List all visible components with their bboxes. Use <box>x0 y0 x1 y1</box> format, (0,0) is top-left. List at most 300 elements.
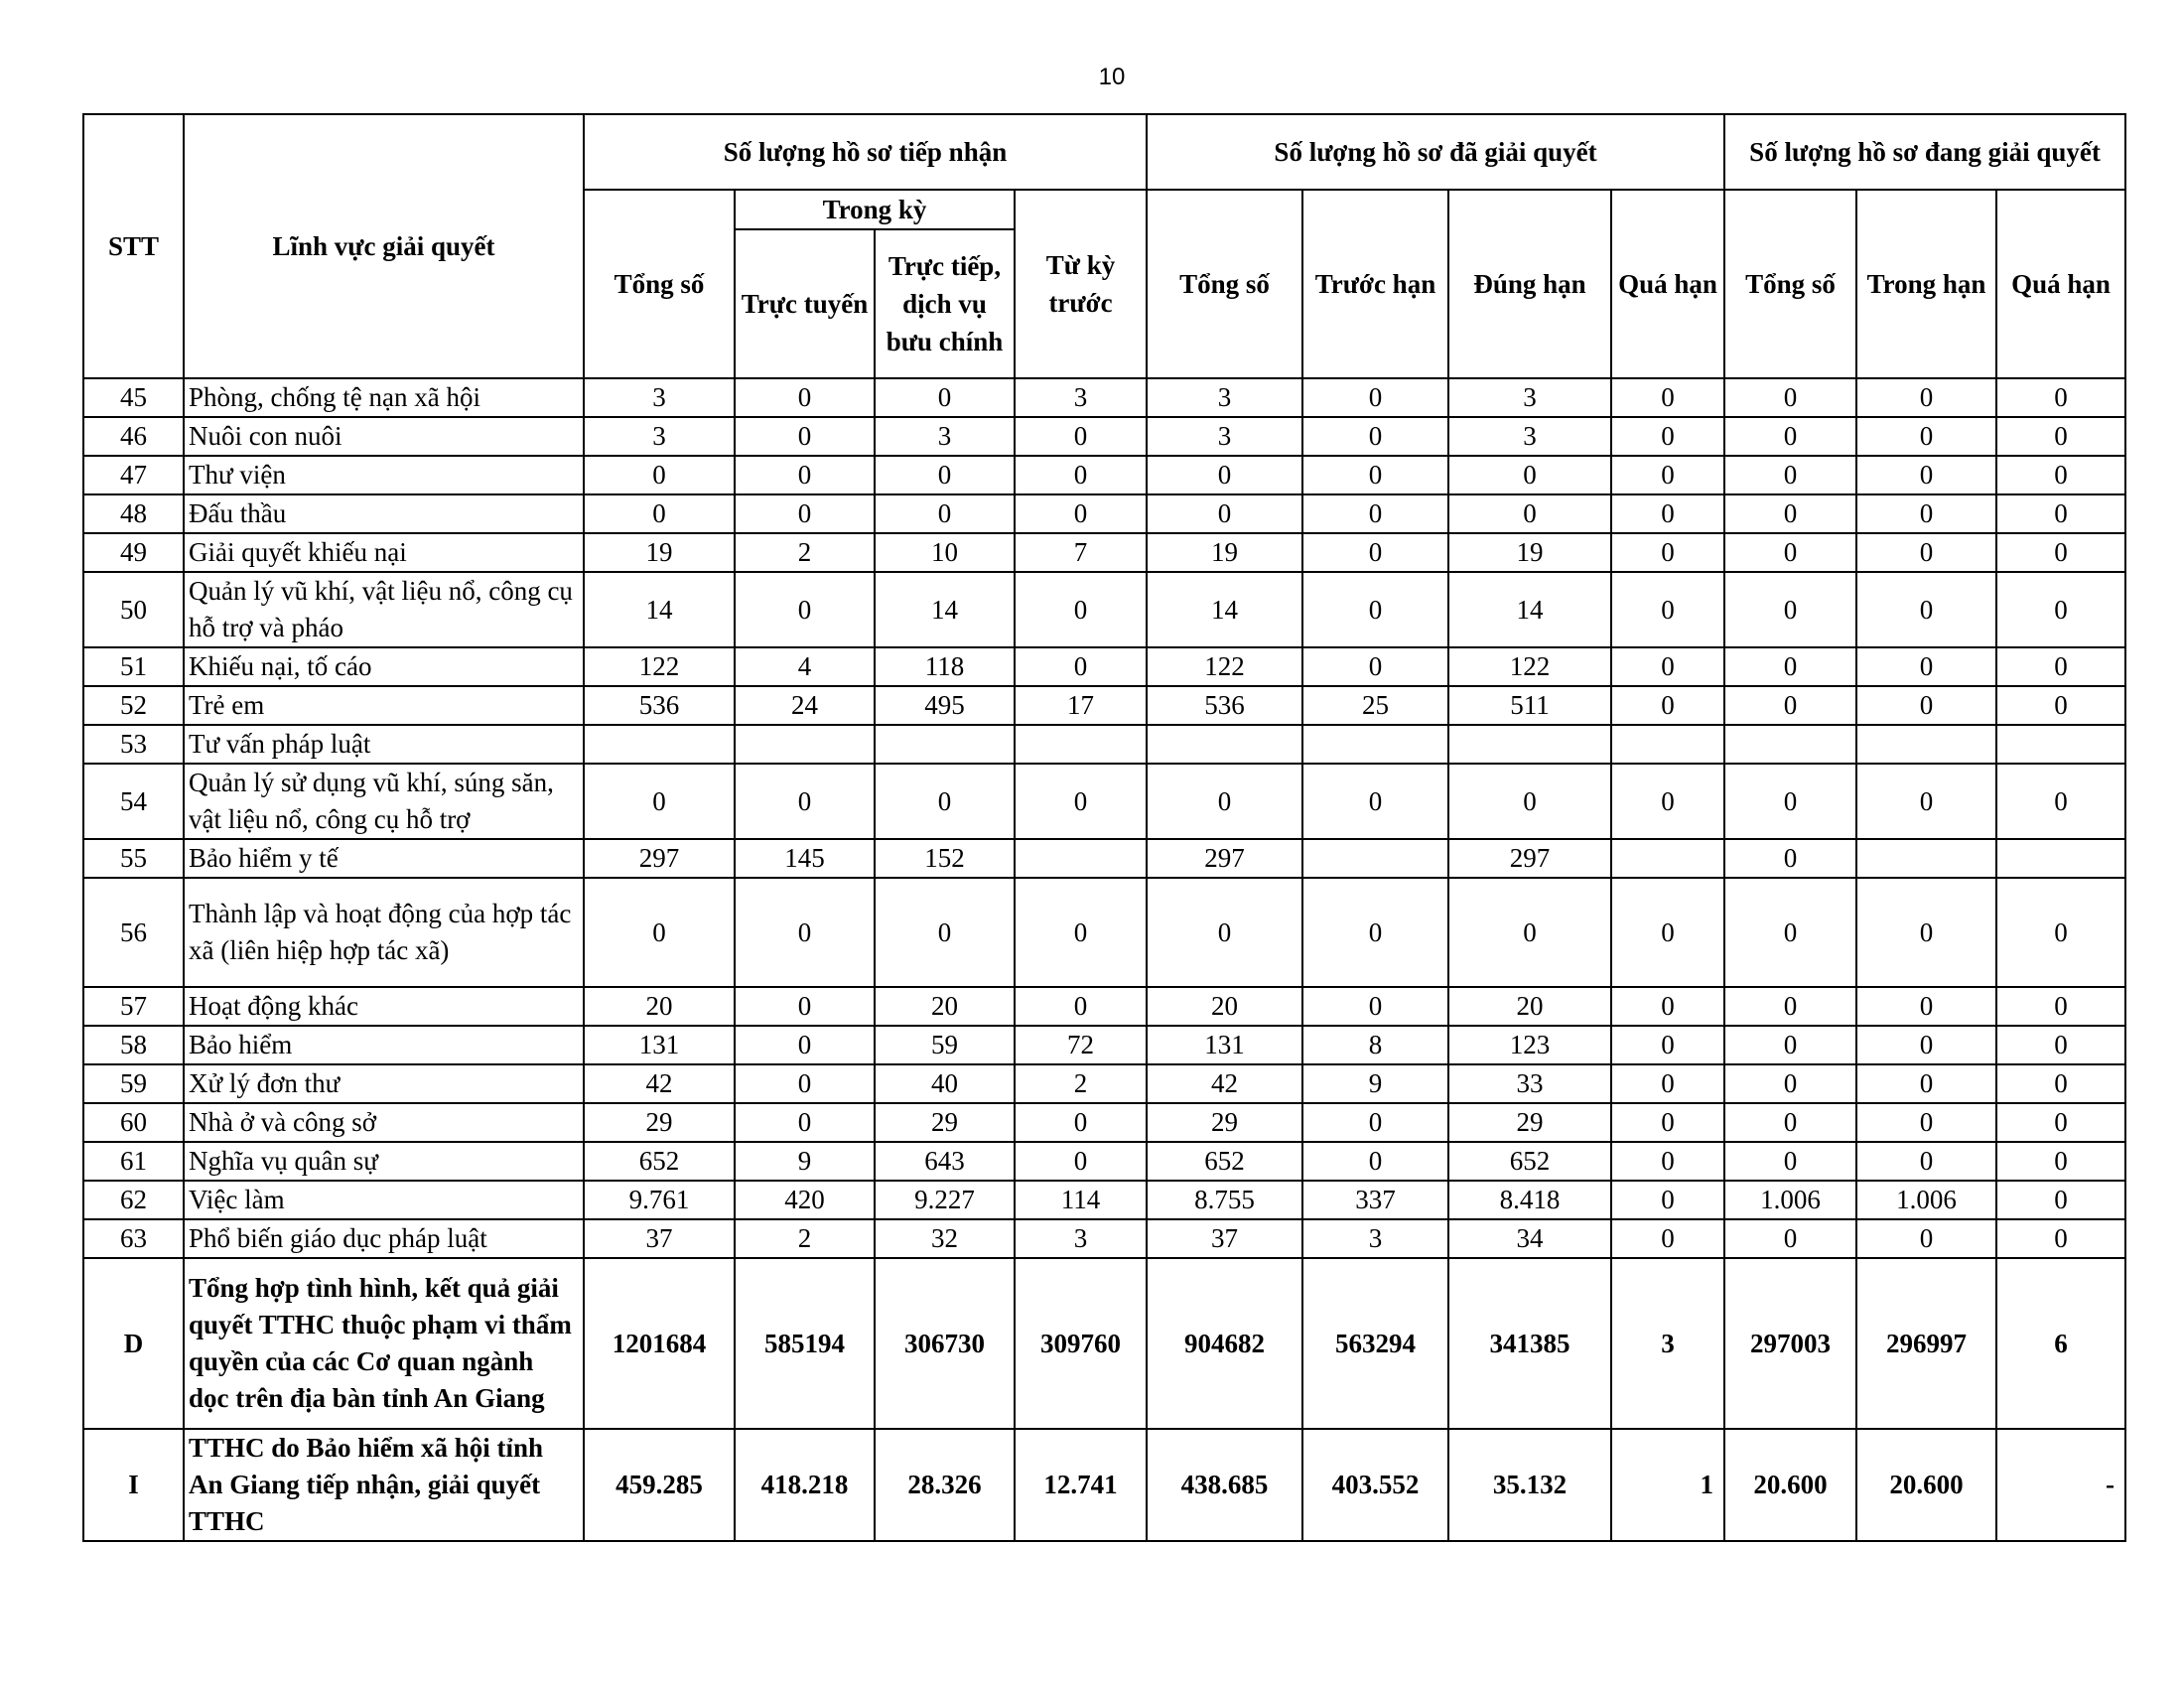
header-ontime: Đúng hạn <box>1448 190 1611 378</box>
row-value: 1201684 <box>584 1258 735 1429</box>
row-value: 0 <box>1996 1026 2125 1064</box>
table-row <box>83 725 2125 764</box>
row-stt: 48 <box>83 494 184 533</box>
row-value: 4 <box>735 647 875 686</box>
table-body <box>83 378 2125 1541</box>
row-value: 0 <box>1996 1064 2125 1103</box>
row-stt: 59 <box>83 1064 184 1103</box>
row-value <box>1302 725 1448 764</box>
row-value: 0 <box>1856 878 1996 987</box>
row-value: 0 <box>735 1103 875 1142</box>
row-value: 0 <box>1302 878 1448 987</box>
row-field-name: Nghĩa vụ quân sự <box>184 1142 584 1181</box>
header-direct: Trực tiếp, dịch vụ bưu chính <box>875 229 1015 378</box>
row-value: 122 <box>584 647 735 686</box>
row-value: 0 <box>584 878 735 987</box>
row-value: 3 <box>1448 378 1611 417</box>
row-value: 29 <box>584 1103 735 1142</box>
header-online: Trực tuyến <box>735 229 875 378</box>
row-value: 0 <box>735 878 875 987</box>
row-value: 0 <box>1015 987 1147 1026</box>
row-value: 643 <box>875 1142 1015 1181</box>
row-value: 0 <box>1015 417 1147 456</box>
row-value <box>1856 725 1996 764</box>
row-value: 0 <box>1611 987 1724 1026</box>
row-stt: 47 <box>83 456 184 494</box>
row-value: 0 <box>735 1064 875 1103</box>
row-field-name: Khiếu nại, tố cáo <box>184 647 584 686</box>
row-value: 536 <box>1147 686 1302 725</box>
row-value: 0 <box>1996 378 2125 417</box>
header-resolved-total: Tổng số <box>1147 190 1302 378</box>
header-received-total: Tổng số <box>584 190 735 378</box>
row-stt: 56 <box>83 878 184 987</box>
row-value: 0 <box>1724 987 1856 1026</box>
row-value: 0 <box>1611 878 1724 987</box>
table-row <box>83 1181 2125 1219</box>
row-stt: 60 <box>83 1103 184 1142</box>
row-value: 0 <box>735 417 875 456</box>
row-stt: D <box>83 1258 184 1429</box>
row-value: 0 <box>1724 572 1856 647</box>
row-value: 9 <box>1302 1064 1448 1103</box>
table-row <box>83 1064 2125 1103</box>
row-value: 0 <box>1147 456 1302 494</box>
row-value: 2 <box>735 533 875 572</box>
row-value: 585194 <box>735 1258 875 1429</box>
row-value: 0 <box>1856 647 1996 686</box>
row-value: 0 <box>1856 417 1996 456</box>
header-late: Quá hạn <box>1611 190 1724 378</box>
row-value: 2 <box>735 1219 875 1258</box>
row-value: 0 <box>1724 1219 1856 1258</box>
row-field-name: Phổ biến giáo dục pháp luật <box>184 1219 584 1258</box>
row-field-name: TTHC do Bảo hiểm xã hội tỉnh An Giang tiếp nhận, giải quyết TTHC <box>184 1429 584 1541</box>
row-value: 29 <box>1448 1103 1611 1142</box>
row-value: 3 <box>1448 417 1611 456</box>
row-value: 459.285 <box>584 1429 735 1541</box>
row-value: 0 <box>1996 572 2125 647</box>
row-field-name: Quản lý vũ khí, vật liệu nổ, công cụ hỗ trợ và pháo <box>184 572 584 647</box>
row-value: 0 <box>1724 378 1856 417</box>
section-i-summary-row <box>83 1429 2125 1541</box>
row-value: 341385 <box>1448 1258 1611 1429</box>
row-field-name: Hoạt động khác <box>184 987 584 1026</box>
row-stt: 52 <box>83 686 184 725</box>
header-field: Lĩnh vực giải quyết <box>184 114 584 378</box>
header-resolved: Số lượng hồ sơ đã giải quyết <box>1147 114 1724 190</box>
row-value: 0 <box>1611 494 1724 533</box>
row-field-name: Nuôi con nuôi <box>184 417 584 456</box>
row-value: 0 <box>1996 533 2125 572</box>
row-value: 0 <box>735 378 875 417</box>
row-value: 0 <box>1856 1219 1996 1258</box>
row-field-name: Thư viện <box>184 456 584 494</box>
row-value: 33 <box>1448 1064 1611 1103</box>
row-value <box>1448 725 1611 764</box>
row-value: 3 <box>1611 1258 1724 1429</box>
row-value: 0 <box>1996 686 2125 725</box>
row-value: 0 <box>1856 1064 1996 1103</box>
row-value: 297 <box>584 839 735 878</box>
row-value: 3 <box>1147 378 1302 417</box>
row-value: 0 <box>1996 1181 2125 1219</box>
row-value: 0 <box>1856 1103 1996 1142</box>
row-value: 0 <box>1611 1103 1724 1142</box>
row-value: 0 <box>1856 686 1996 725</box>
row-value: 0 <box>1724 533 1856 572</box>
row-value: 563294 <box>1302 1258 1448 1429</box>
row-value: 24 <box>735 686 875 725</box>
row-value: 8.755 <box>1147 1181 1302 1219</box>
row-value <box>1856 839 1996 878</box>
row-value: 25 <box>1302 686 1448 725</box>
row-value: 0 <box>1448 494 1611 533</box>
row-value: 0 <box>1724 456 1856 494</box>
row-stt: 49 <box>83 533 184 572</box>
row-value: 0 <box>1015 764 1147 839</box>
row-value: 19 <box>584 533 735 572</box>
row-value: 297 <box>1448 839 1611 878</box>
row-field-name: Bảo hiểm <box>184 1026 584 1064</box>
row-value: 14 <box>584 572 735 647</box>
row-value: 0 <box>1015 494 1147 533</box>
header-pending: Số lượng hồ sơ đang giải quyết <box>1724 114 2125 190</box>
row-value: 0 <box>1302 456 1448 494</box>
row-value: 34 <box>1448 1219 1611 1258</box>
table-row <box>83 987 2125 1026</box>
row-value: 0 <box>1856 987 1996 1026</box>
row-value: 1 <box>1611 1429 1724 1541</box>
row-value: 8.418 <box>1448 1181 1611 1219</box>
row-value: 118 <box>875 647 1015 686</box>
row-value: 0 <box>735 494 875 533</box>
row-stt: 50 <box>83 572 184 647</box>
row-value: 0 <box>875 494 1015 533</box>
row-value: 0 <box>1015 1142 1147 1181</box>
row-value: 0 <box>1448 878 1611 987</box>
page-number: 10 <box>1098 64 1126 90</box>
row-value: 0 <box>1015 456 1147 494</box>
row-value: 418.218 <box>735 1429 875 1541</box>
row-value: 0 <box>1724 764 1856 839</box>
row-value: 0 <box>1724 1103 1856 1142</box>
row-value: 0 <box>1724 686 1856 725</box>
row-stt: 63 <box>83 1219 184 1258</box>
row-value: 20 <box>875 987 1015 1026</box>
row-value: 122 <box>1448 647 1611 686</box>
row-value: 9.761 <box>584 1181 735 1219</box>
row-value: 0 <box>1996 1103 2125 1142</box>
row-value: 10 <box>875 533 1015 572</box>
row-value: 42 <box>1147 1064 1302 1103</box>
row-value: 0 <box>1724 878 1856 987</box>
row-value: 20 <box>584 987 735 1026</box>
row-value: 14 <box>875 572 1015 647</box>
row-value: 1.006 <box>1856 1181 1996 1219</box>
header-pending-total: Tổng số <box>1724 190 1856 378</box>
row-value: 20 <box>1448 987 1611 1026</box>
table-row <box>83 839 2125 878</box>
row-value <box>1015 839 1147 878</box>
table-row <box>83 417 2125 456</box>
row-value: 0 <box>1611 533 1724 572</box>
row-value: 0 <box>1448 764 1611 839</box>
row-stt: 58 <box>83 1026 184 1064</box>
table-row <box>83 764 2125 839</box>
row-value: 0 <box>1302 378 1448 417</box>
row-field-name: Nhà ở và công sở <box>184 1103 584 1142</box>
table-row <box>83 686 2125 725</box>
row-value: 29 <box>1147 1103 1302 1142</box>
row-value: 6 <box>1996 1258 2125 1429</box>
row-value: 0 <box>584 764 735 839</box>
row-value: 122 <box>1147 647 1302 686</box>
row-value: 296997 <box>1856 1258 1996 1429</box>
row-value: 3 <box>584 417 735 456</box>
row-value: 20.600 <box>1724 1429 1856 1541</box>
row-value <box>1147 725 1302 764</box>
row-value: 14 <box>1147 572 1302 647</box>
row-field-name: Phòng, chống tệ nạn xã hội <box>184 378 584 417</box>
row-value: 114 <box>1015 1181 1147 1219</box>
row-value: 0 <box>875 378 1015 417</box>
row-value: 0 <box>1856 533 1996 572</box>
row-value: 0 <box>1996 764 2125 839</box>
row-value: 0 <box>735 572 875 647</box>
row-value: 72 <box>1015 1026 1147 1064</box>
row-value: 3 <box>1015 378 1147 417</box>
row-value: 337 <box>1302 1181 1448 1219</box>
row-value: 20.600 <box>1856 1429 1996 1541</box>
row-value: 0 <box>1856 494 1996 533</box>
row-value: 0 <box>1724 1142 1856 1181</box>
row-value: 0 <box>1996 456 2125 494</box>
row-stt: 46 <box>83 417 184 456</box>
row-value: 3 <box>584 378 735 417</box>
row-value: 35.132 <box>1448 1429 1611 1541</box>
row-value: 145 <box>735 839 875 878</box>
table-header <box>83 114 2125 378</box>
row-value: 42 <box>584 1064 735 1103</box>
row-value: 306730 <box>875 1258 1015 1429</box>
row-value: 1.006 <box>1724 1181 1856 1219</box>
row-value: 9.227 <box>875 1181 1015 1219</box>
row-value: 3 <box>875 417 1015 456</box>
header-received: Số lượng hồ sơ tiếp nhận <box>584 114 1147 190</box>
row-value: 0 <box>1015 878 1147 987</box>
row-value: 511 <box>1448 686 1611 725</box>
row-value: 19 <box>1147 533 1302 572</box>
row-value: 0 <box>1996 494 2125 533</box>
row-value: 0 <box>1015 572 1147 647</box>
row-stt: 55 <box>83 839 184 878</box>
row-value: 0 <box>1302 764 1448 839</box>
row-value: 37 <box>584 1219 735 1258</box>
row-value: 131 <box>1147 1026 1302 1064</box>
row-value: 652 <box>1448 1142 1611 1181</box>
section-d-summary-row <box>83 1258 2125 1429</box>
row-value: 0 <box>1611 378 1724 417</box>
row-value: 0 <box>1856 378 1996 417</box>
row-value: 0 <box>1611 1181 1724 1219</box>
row-value: 0 <box>1015 1103 1147 1142</box>
header-previous: Từ kỳ trước <box>1015 190 1147 378</box>
row-value: 3 <box>1147 417 1302 456</box>
row-value: 0 <box>1302 647 1448 686</box>
row-value: 0 <box>1996 878 2125 987</box>
row-value: 0 <box>875 456 1015 494</box>
row-value: 0 <box>1015 647 1147 686</box>
row-value: 495 <box>875 686 1015 725</box>
row-field-name: Quản lý sử dụng vũ khí, súng săn, vật liệu nổ, công cụ hỗ trợ <box>184 764 584 839</box>
row-value: 0 <box>1611 647 1724 686</box>
row-stt: 53 <box>83 725 184 764</box>
row-value: 0 <box>1724 1026 1856 1064</box>
row-value: 0 <box>1856 456 1996 494</box>
row-value: 20 <box>1147 987 1302 1026</box>
row-value: 14 <box>1448 572 1611 647</box>
table-row <box>83 572 2125 647</box>
row-value: 652 <box>584 1142 735 1181</box>
row-field-name: Giải quyết khiếu nại <box>184 533 584 572</box>
row-value: 123 <box>1448 1026 1611 1064</box>
row-value: 0 <box>1996 647 2125 686</box>
row-value: 0 <box>735 456 875 494</box>
table-row <box>83 533 2125 572</box>
row-value: 0 <box>1302 533 1448 572</box>
row-stt: 51 <box>83 647 184 686</box>
row-value: 8 <box>1302 1026 1448 1064</box>
row-value <box>875 725 1015 764</box>
row-stt: 45 <box>83 378 184 417</box>
row-value: 0 <box>1611 764 1724 839</box>
row-value: 0 <box>735 987 875 1026</box>
row-value: 0 <box>735 1026 875 1064</box>
row-value: 37 <box>1147 1219 1302 1258</box>
row-value: 0 <box>1147 764 1302 839</box>
row-value: 0 <box>735 764 875 839</box>
row-value: 0 <box>1996 1219 2125 1258</box>
row-stt: 62 <box>83 1181 184 1219</box>
row-value: 0 <box>875 764 1015 839</box>
row-value: 32 <box>875 1219 1015 1258</box>
row-value <box>1996 839 2125 878</box>
row-stt: I <box>83 1429 184 1541</box>
header-in-period: Trong kỳ <box>735 190 1015 229</box>
row-value: 0 <box>1611 1219 1724 1258</box>
row-value: 0 <box>1611 686 1724 725</box>
row-value: 0 <box>1302 987 1448 1026</box>
table-row <box>83 878 2125 987</box>
table-row <box>83 1103 2125 1142</box>
row-value: 0 <box>1302 417 1448 456</box>
header-early: Trước hạn <box>1302 190 1448 378</box>
row-value: 19 <box>1448 533 1611 572</box>
row-value: 0 <box>1611 417 1724 456</box>
row-value: 28.326 <box>875 1429 1015 1541</box>
row-value: 0 <box>1611 1064 1724 1103</box>
row-value: 309760 <box>1015 1258 1147 1429</box>
row-value: 152 <box>875 839 1015 878</box>
row-value: 131 <box>584 1026 735 1064</box>
row-value: 652 <box>1147 1142 1302 1181</box>
header-pending-late: Quá hạn <box>1996 190 2125 378</box>
row-stt: 61 <box>83 1142 184 1181</box>
row-value <box>1611 725 1724 764</box>
row-stt: 57 <box>83 987 184 1026</box>
row-value: 0 <box>1147 494 1302 533</box>
table-row <box>83 378 2125 417</box>
row-value: 420 <box>735 1181 875 1219</box>
procedures-report-table <box>82 113 2126 1542</box>
row-value <box>735 725 875 764</box>
header-stt: STT <box>83 114 184 378</box>
row-value: 12.741 <box>1015 1429 1147 1541</box>
row-value: 0 <box>1302 572 1448 647</box>
row-field-name: Tư vấn pháp luật <box>184 725 584 764</box>
row-value: 0 <box>1856 572 1996 647</box>
row-value: 0 <box>1611 572 1724 647</box>
row-value: 0 <box>1856 1026 1996 1064</box>
row-value: 0 <box>584 456 735 494</box>
table-row <box>83 456 2125 494</box>
row-field-name: Thành lập và hoạt động của hợp tác xã (liên hiệp hợp tác xã) <box>184 878 584 987</box>
row-value: 297003 <box>1724 1258 1856 1429</box>
row-value: 0 <box>1724 647 1856 686</box>
row-value: 0 <box>1724 494 1856 533</box>
row-field-name: Việc làm <box>184 1181 584 1219</box>
row-value: 0 <box>1996 417 2125 456</box>
row-value <box>1611 839 1724 878</box>
row-value: 9 <box>735 1142 875 1181</box>
row-value: 3 <box>1015 1219 1147 1258</box>
row-value <box>584 725 735 764</box>
row-value: 0 <box>1724 839 1856 878</box>
row-field-name: Bảo hiểm y tế <box>184 839 584 878</box>
row-value: 0 <box>1611 1142 1724 1181</box>
row-value: 0 <box>1448 456 1611 494</box>
table-row <box>83 1142 2125 1181</box>
row-field-name: Xử lý đơn thư <box>184 1064 584 1103</box>
row-value: 40 <box>875 1064 1015 1103</box>
row-value: 438.685 <box>1147 1429 1302 1541</box>
row-field-name: Đấu thầu <box>184 494 584 533</box>
row-value: 0 <box>1724 417 1856 456</box>
row-value: 0 <box>584 494 735 533</box>
row-value: 0 <box>1611 456 1724 494</box>
row-field-name: Trẻ em <box>184 686 584 725</box>
row-value <box>1724 725 1856 764</box>
row-value: 0 <box>1147 878 1302 987</box>
row-value: 0 <box>1302 494 1448 533</box>
header-within: Trong hạn <box>1856 190 1996 378</box>
row-value: 0 <box>1611 1026 1724 1064</box>
row-value: 0 <box>1996 1142 2125 1181</box>
row-field-name: Tổng hợp tình hình, kết quả giải quyết TTHC thuộc phạm vi thẩm quyền của các Cơ quan ngành dọc trên địa bàn tỉnh An Giang <box>184 1258 584 1429</box>
row-value: 0 <box>1856 764 1996 839</box>
table-row <box>83 494 2125 533</box>
row-value: 17 <box>1015 686 1147 725</box>
row-value: 297 <box>1147 839 1302 878</box>
row-value: - <box>1996 1429 2125 1541</box>
row-value: 904682 <box>1147 1258 1302 1429</box>
row-value: 7 <box>1015 533 1147 572</box>
row-value <box>1996 725 2125 764</box>
row-value: 0 <box>1302 1103 1448 1142</box>
table-row <box>83 1219 2125 1258</box>
row-value: 536 <box>584 686 735 725</box>
